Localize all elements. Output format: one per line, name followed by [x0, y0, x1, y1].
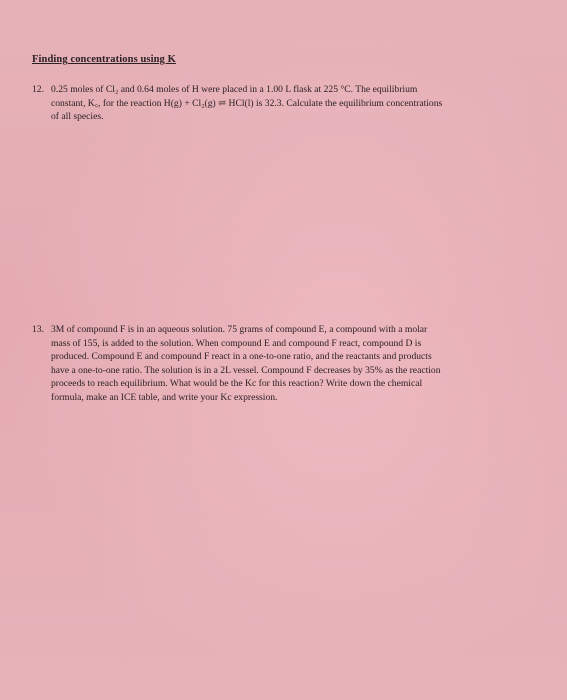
- question-line: 0.25 moles of Cl₂ and 0.64 moles of H were placed in a 1.00 L flask at 225 °C. The equilibrium: [51, 84, 418, 95]
- question-text: [51, 83, 442, 124]
- question-text: [51, 323, 441, 405]
- question-12: [32, 83, 532, 124]
- question-number: 13.: [32, 324, 44, 335]
- question-number: 12.: [32, 84, 44, 95]
- question-line: constant, K꜀, for the reaction H(g) + Cl₂(g) ⇌ HCl(l) is 32.3. Calculate the equilibrium concentrations: [51, 97, 443, 109]
- question-13: [32, 323, 537, 405]
- question-line: of all species.: [51, 111, 104, 123]
- question-line: have a one-to-one ratio. The solution is in a 2L vessel. Compound F decreases by 35% as the reaction: [51, 364, 441, 376]
- question-line: mass of 155, is added to the solution. When compound E and compound F react, compound D is: [51, 337, 422, 349]
- question-line: 3M of compound F is in an aqueous solution. 75 grams of compound E, a compound with a molar: [51, 324, 428, 335]
- question-line: proceeds to reach equilibrium. What would be the Kc for this reaction? Write down the chemical: [51, 378, 423, 390]
- question-line: formula, make an ICE table, and write your Kc expression.: [51, 391, 278, 403]
- section-heading: Finding concentrations using K: [32, 54, 176, 65]
- question-line: produced. Compound E and compound F react in a one-to-one ratio, and the reactants and products: [51, 351, 432, 363]
